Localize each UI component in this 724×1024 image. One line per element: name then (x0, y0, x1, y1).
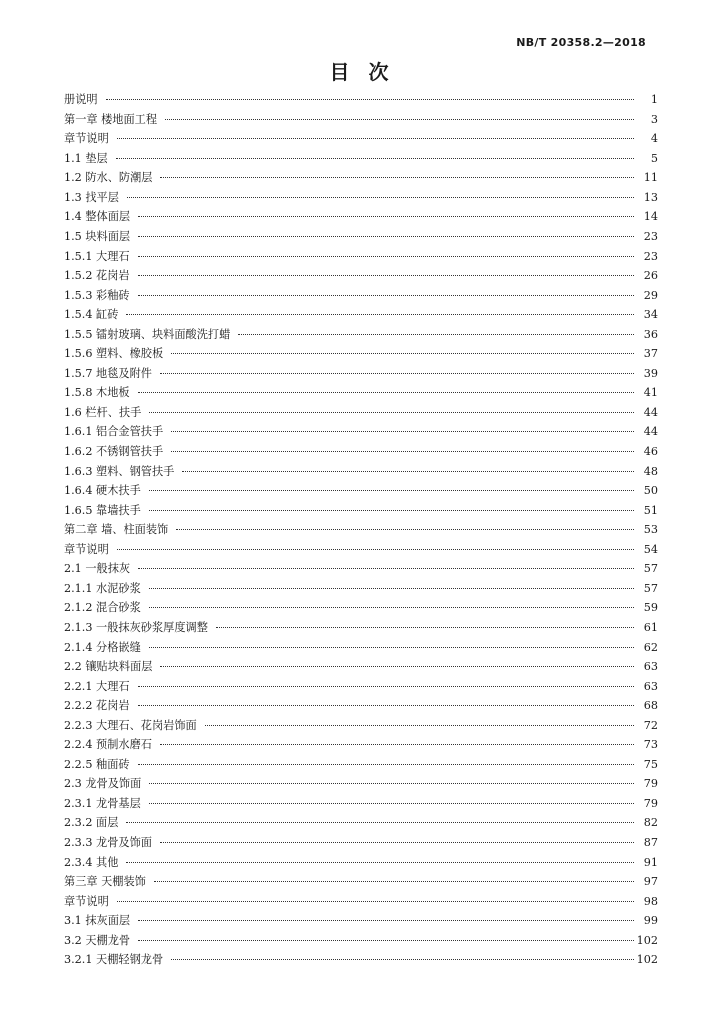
toc-entry-page-number: 41 (643, 386, 658, 400)
toc-entry-label: 3.1 抹灰面层 (64, 914, 131, 928)
toc-entry-label: 2.3.4 其他 (64, 855, 119, 869)
dot-leader (138, 694, 634, 706)
toc-entry-label: 1.6 栏杆、扶手 (64, 405, 142, 419)
toc-entry-label: 2.1.3 一般抹灰砂浆厚度调整 (64, 620, 208, 634)
toc-entry-label: 2.3.1 龙骨基层 (64, 796, 141, 810)
toc-entry-page-number: 1 (650, 93, 658, 107)
dot-leader (149, 596, 634, 608)
toc-entry-label: 2.2.5 釉面砖 (64, 757, 130, 771)
toc-entry-label: 2.2 镶贴块料面层 (64, 660, 153, 674)
dot-leader (126, 850, 634, 862)
toc-entry-page-number: 53 (643, 523, 658, 537)
dot-leader (138, 674, 634, 686)
toc-entry-label: 第一章 楼地面工程 (64, 112, 158, 126)
toc-entry-page-number: 4 (650, 132, 658, 146)
toc-entry-page-number: 14 (643, 210, 658, 224)
dot-leader (182, 459, 634, 471)
toc-entry-page-number: 29 (643, 288, 658, 302)
table-of-contents (64, 91, 658, 971)
toc-entry-page-number: 36 (643, 327, 658, 341)
toc-entry-label: 2.2.3 大理石、花岗岩饰面 (64, 718, 197, 732)
dot-leader (138, 929, 634, 941)
toc-entry-label: 1.1 垫层 (64, 151, 108, 165)
toc-entry-page-number: 62 (643, 640, 658, 654)
toc-entry-page-number: 79 (643, 796, 658, 810)
toc-entry-page-number: 5 (650, 151, 658, 165)
dot-leader (171, 948, 634, 960)
toc-entry-page-number: 44 (643, 425, 658, 439)
dot-leader (216, 616, 634, 628)
dot-leader (117, 127, 634, 139)
toc-entry-page-number: 72 (643, 718, 658, 732)
dot-leader (176, 518, 634, 530)
toc-entry-label: 第三章 天棚装饰 (64, 875, 146, 889)
dot-leader (238, 323, 634, 335)
toc-entry-label: 章节说明 (64, 542, 109, 556)
toc-entry-label: 2.3 龙骨及饰面 (64, 777, 142, 791)
toc-entry-page-number: 51 (643, 503, 658, 517)
toc-entry-label: 2.2.2 花岗岩 (64, 699, 130, 713)
dot-leader (160, 733, 634, 745)
dot-leader (138, 244, 634, 256)
toc-entry-page-number: 37 (643, 347, 658, 361)
dot-leader (160, 831, 634, 843)
dot-leader (138, 753, 634, 765)
toc-entry-label: 3.2.1 天棚轻钢龙骨 (64, 953, 164, 967)
toc-entry-label: 2.2.1 大理石 (64, 679, 130, 693)
toc-entry-page-number: 11 (643, 171, 658, 185)
dot-leader (127, 186, 634, 198)
dot-leader (138, 264, 634, 276)
toc-entry-label: 2.3.3 龙骨及饰面 (64, 835, 152, 849)
dot-leader (165, 108, 634, 120)
dot-leader (160, 166, 634, 178)
toc-entry-page-number: 50 (643, 484, 658, 498)
toc-entry-page-number: 68 (643, 699, 658, 713)
dot-leader (171, 342, 634, 354)
toc-entry-page-number: 23 (643, 249, 658, 263)
toc-entry-label: 1.3 找平层 (64, 190, 119, 204)
dot-leader (160, 655, 634, 667)
dot-leader (149, 792, 634, 804)
dot-leader (126, 811, 634, 823)
toc-entry-page-number: 97 (643, 875, 658, 889)
page-title: 目 次 (329, 60, 395, 84)
toc-entry-label: 1.6.5 靠墙扶手 (64, 503, 141, 517)
dot-leader (149, 498, 634, 510)
toc-entry-label: 1.4 整体面层 (64, 210, 131, 224)
toc-entry-page-number: 44 (643, 405, 658, 419)
toc-entry-page-number: 99 (643, 914, 658, 928)
toc-entry-page-number: 57 (643, 562, 658, 576)
toc-entry-page-number: 102 (636, 933, 658, 947)
toc-entry-page-number: 3 (650, 112, 658, 126)
dot-leader (149, 479, 634, 491)
toc-entry-page-number: 26 (643, 269, 658, 283)
dot-leader (149, 577, 634, 589)
dot-leader (171, 420, 634, 432)
toc-entry-label: 2.3.2 面层 (64, 816, 119, 830)
toc-entry-label: 1.6.3 塑料、钢管扶手 (64, 464, 175, 478)
dot-leader (117, 538, 634, 550)
dot-leader (138, 909, 634, 921)
toc-entry-label: 1.5.8 木地板 (64, 386, 130, 400)
toc-entry-label: 1.5.6 塑料、橡胶板 (64, 347, 164, 361)
toc-entry-label: 1.5.2 花岗岩 (64, 269, 130, 283)
toc-entry-page-number: 73 (643, 738, 658, 752)
toc-entry-label: 1.5.3 彩釉砖 (64, 288, 130, 302)
toc-entry-label: 1.5.4 缸砖 (64, 308, 119, 322)
toc-entry-label: 1.5.5 镭射玻璃、块料面酸洗打蜡 (64, 327, 231, 341)
toc-entry-label: 章节说明 (64, 894, 109, 908)
toc-entry-label: 2.1.1 水泥砂浆 (64, 581, 141, 595)
toc-entry-page-number: 63 (643, 679, 658, 693)
dot-leader (117, 889, 634, 901)
toc-entry-page-number: 59 (643, 601, 658, 615)
toc-entry-page-number: 75 (643, 757, 658, 771)
toc-entry-label: 1.5 块料面层 (64, 230, 131, 244)
standard-code: NB/T 20358.2—2018 (516, 36, 646, 49)
dot-leader (149, 401, 634, 413)
toc-entry-label: 2.2.4 预制水磨石 (64, 738, 152, 752)
toc-entry[interactable] (64, 951, 658, 971)
toc-entry-label: 2.1.4 分格嵌缝 (64, 640, 141, 654)
toc-entry-page-number: 87 (643, 835, 658, 849)
toc-entry-label: 1.6.4 硬木扶手 (64, 484, 141, 498)
toc-entry-page-number: 102 (636, 953, 658, 967)
toc-entry-page-number: 98 (643, 894, 658, 908)
toc-entry-page-number: 13 (643, 190, 658, 204)
toc-entry-label: 册说明 (64, 93, 98, 107)
toc-entry-label: 2.1.2 混合砂浆 (64, 601, 141, 615)
toc-entry-page-number: 79 (643, 777, 658, 791)
dot-leader (138, 225, 634, 237)
dot-leader (106, 88, 634, 100)
toc-entry-label: 1.5.1 大理石 (64, 249, 130, 263)
dot-leader (149, 635, 634, 647)
dot-leader (138, 381, 634, 393)
dot-leader (154, 870, 634, 882)
toc-entry-page-number: 23 (643, 230, 658, 244)
dot-leader (171, 440, 634, 452)
toc-entry-label: 第二章 墙、柱面装饰 (64, 523, 169, 537)
toc-entry-label: 3.2 天棚龙骨 (64, 933, 131, 947)
dot-leader (138, 205, 634, 217)
toc-entry-page-number: 63 (643, 660, 658, 674)
toc-entry-page-number: 91 (643, 855, 658, 869)
toc-entry-page-number: 46 (643, 445, 658, 459)
toc-entry-page-number: 48 (643, 464, 658, 478)
dot-leader (116, 147, 634, 159)
toc-entry-page-number: 57 (643, 581, 658, 595)
toc-entry-label: 1.6.2 不锈钢管扶手 (64, 445, 164, 459)
dot-leader (126, 303, 634, 315)
toc-entry-label: 2.1 一般抹灰 (64, 562, 131, 576)
toc-entry-label: 1.2 防水、防潮层 (64, 171, 153, 185)
dot-leader (138, 557, 634, 569)
toc-entry-label: 1.6.1 铝合金管扶手 (64, 425, 164, 439)
toc-entry-page-number: 82 (643, 816, 658, 830)
toc-entry-page-number: 34 (643, 308, 658, 322)
toc-entry-page-number: 39 (643, 366, 658, 380)
toc-entry-label: 章节说明 (64, 132, 109, 146)
toc-entry-page-number: 54 (643, 542, 658, 556)
dot-leader (205, 714, 634, 726)
dot-leader (160, 362, 634, 374)
dot-leader (138, 283, 634, 295)
toc-entry-label: 1.5.7 地毯及附件 (64, 366, 152, 380)
toc-entry-page-number: 61 (643, 620, 658, 634)
dot-leader (149, 772, 634, 784)
